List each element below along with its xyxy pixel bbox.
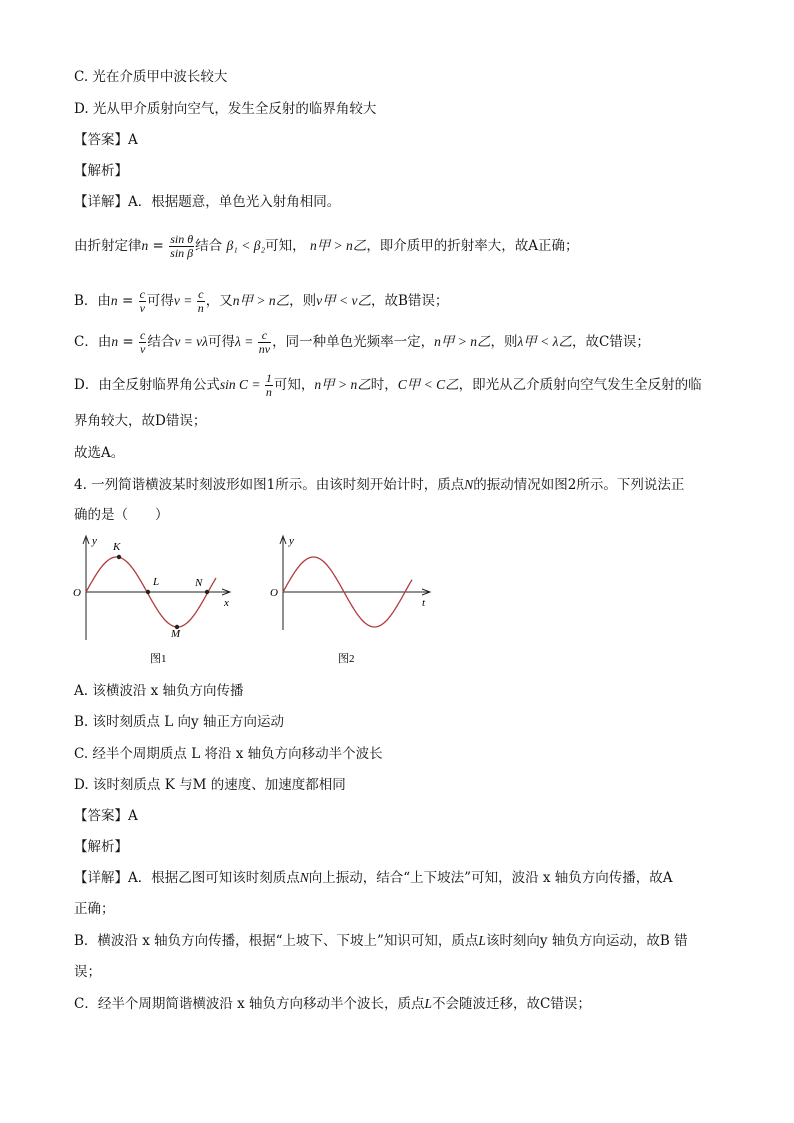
- label-n: N: [195, 577, 203, 589]
- point-n: [205, 590, 209, 594]
- label-k: K: [113, 541, 121, 553]
- label-l: L: [153, 576, 160, 588]
- question-4-line2: 确的是（ ）: [74, 507, 169, 523]
- detail-b: B．由n = $\frac{c}{v}$ 可得v = $\frac{c}{n}$ ，又n甲 > n乙，则v甲 < v乙，故B错误；: [74, 287, 449, 315]
- figures: [70, 530, 450, 670]
- figure-2: [270, 535, 430, 665]
- analysis-tag-2: 【解析】: [74, 839, 128, 855]
- analysis-tag: 【解析】: [74, 163, 128, 179]
- fig1-caption: 图1: [150, 653, 167, 665]
- answer-tag: 【答案】A: [74, 132, 138, 148]
- option-c-prev: C. 光在介质甲中波长较大: [74, 69, 228, 85]
- detail-c: C．由n = $\frac{c}{v}$ 结合v = νλ可得λ = $\frac{c}{n\nu}$ ，同一种单色光频率一定，n甲 > n乙，则λ甲 < λ乙，故C错误；: [74, 328, 650, 356]
- point-l: [146, 590, 150, 594]
- detail2-a: 【详解】A．根据乙图可知该时刻质点N向上振动，结合“上下坡法”可知，波沿 x 轴负方向传播，故A: [74, 870, 673, 886]
- option-a: A. 该横波沿 x 轴负方向传播: [74, 683, 244, 699]
- question-4-line1: 4. 一列简谐横波某时刻波形如图1所示。由该时刻开始计时，质点N的振动情况如图2所示。下列说法正: [74, 477, 685, 493]
- fig2-origin: O: [270, 587, 278, 599]
- option-d: D. 该时刻质点 K 与M 的速度、加速度都相同: [74, 777, 346, 793]
- detail2-c: C．经半个周期简谐横波沿 x 轴负方向移动半个波长，质点L不会随波迁移，故C错误；: [74, 996, 591, 1012]
- figure-1: [73, 535, 230, 665]
- option-b: B. 该时刻质点 L 向y 轴正方向运动: [74, 714, 284, 730]
- detail-a: 【详解】A．根据题意，单色光入射角相同。: [74, 194, 341, 210]
- detail2-b: B．横波沿 x 轴负方向传播，根据“上坡下、下坡上”知识可知，质点L该时刻向y 轴负方向运动，故B 错: [74, 933, 688, 949]
- detail2-b-cont: 误；: [74, 964, 101, 980]
- fig2-x-label: t: [422, 597, 426, 609]
- detail-snell: 由折射定律n = $\frac{\text{sin θ}}{\text{sin β}}$ 结合 β₁ < β₂可知， n甲 > n乙，即介质甲的折射率大，故A正确；: [74, 232, 579, 260]
- choose-a: 故选A。: [74, 445, 125, 461]
- detail2-a-cont: 正确；: [74, 901, 115, 917]
- option-d-prev: D. 光从甲介质射向空气，发生全反射的临界角较大: [74, 101, 377, 117]
- fig1-x-label: x: [224, 597, 229, 609]
- fig1-origin: O: [73, 587, 81, 599]
- fig2-y-label: y: [289, 535, 294, 547]
- answer-tag-2: 【答案】A: [74, 808, 138, 824]
- detail-d: D．由全反射临界角公式sin C = $\frac{1}{n}$ 可知，n甲 > n乙时，C甲 < C乙，即光从乙介质射向空气发生全反射的临: [74, 371, 702, 399]
- option-c: C. 经半个周期质点 L 将沿 x 轴负方向移动半个波长: [74, 746, 383, 762]
- fig1-y-label: y: [92, 535, 97, 547]
- point-k: [117, 555, 121, 559]
- fig2-caption: 图2: [338, 653, 355, 665]
- label-m: M: [171, 628, 181, 640]
- fraction-sin: $\frac{\text{sin θ}}{\text{sin β}}$: [170, 232, 194, 260]
- detail-d-cont: 界角较大，故D错误；: [74, 413, 207, 429]
